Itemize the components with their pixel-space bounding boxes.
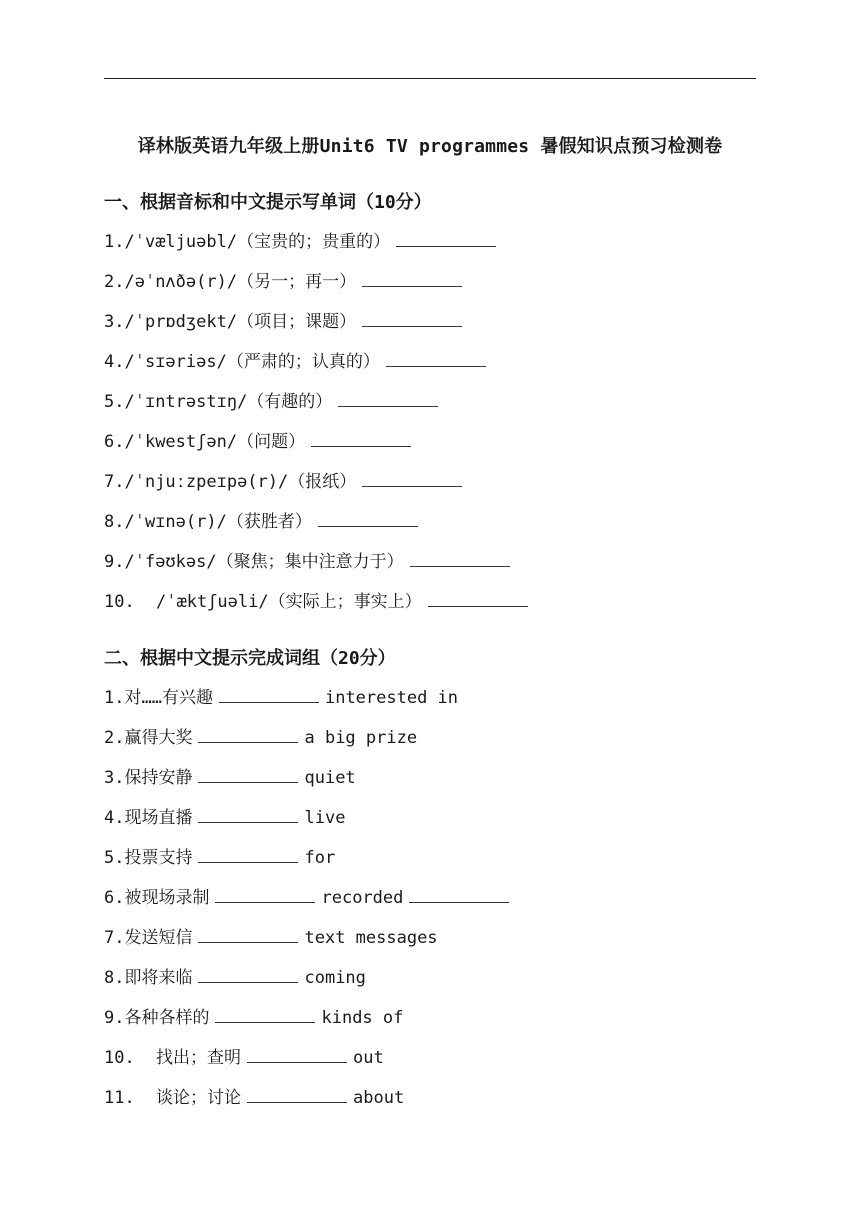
section2-item [104, 724, 417, 750]
answer-blank[interactable] [247, 1044, 347, 1063]
section2-item [104, 764, 356, 790]
item-english: coming [304, 968, 366, 988]
item-number: 3. [104, 312, 125, 332]
section2-item [104, 844, 335, 870]
item-prompt: /əˈnʌðə(r)/（另一；再一） [124, 272, 357, 292]
item-chinese: 谈论；讨论 [156, 1088, 241, 1108]
item-chinese: 赢得大奖 [124, 728, 193, 748]
item-number: 11. [104, 1088, 135, 1108]
item-number: 10. [104, 1048, 135, 1068]
item-chinese: 投票支持 [124, 848, 193, 868]
answer-blank[interactable] [198, 924, 298, 943]
section1-heading: 一、根据音标和中文提示写单词（10分） [104, 192, 432, 213]
item-number: 6. [104, 888, 125, 908]
answer-blank-second[interactable] [409, 884, 509, 903]
item-english: out [353, 1048, 384, 1068]
item-number: 5. [104, 392, 125, 412]
item-chinese: 对……有兴趣 [124, 688, 213, 708]
answer-blank[interactable] [198, 724, 298, 743]
item-number: 9. [104, 1008, 125, 1028]
item-chinese: 即将来临 [124, 968, 193, 988]
section2-item [104, 804, 345, 830]
answer-blank[interactable] [410, 548, 510, 567]
item-number: 9. [104, 552, 125, 572]
item-chinese: 各种各样的 [124, 1008, 210, 1028]
answer-blank[interactable] [198, 964, 298, 983]
answer-blank[interactable] [428, 588, 528, 607]
answer-blank[interactable] [198, 764, 298, 783]
item-number: 2. [104, 728, 125, 748]
item-number: 8. [104, 968, 125, 988]
section2-item [104, 1084, 404, 1110]
item-number: 7. [104, 928, 125, 948]
answer-blank[interactable] [311, 428, 411, 447]
section2-item [104, 924, 438, 950]
header-rule [104, 78, 756, 79]
section1-item [104, 508, 424, 534]
answer-blank[interactable] [386, 348, 486, 367]
item-number: 5. [104, 848, 125, 868]
section1-item [104, 228, 502, 254]
item-number: 7. [104, 472, 125, 492]
section2-item [104, 964, 366, 990]
item-prompt: /ˈnjuːzpeɪpə(r)/（报纸） [124, 472, 357, 492]
section2-heading: 二、根据中文提示完成词组（20分） [104, 648, 396, 669]
item-number: 4. [104, 808, 125, 828]
section1-item [104, 348, 492, 374]
item-chinese: 找出；查明 [156, 1048, 241, 1068]
section2-item [104, 884, 515, 910]
answer-blank[interactable] [318, 508, 418, 527]
answer-blank[interactable] [198, 804, 298, 823]
item-prompt: /ˈkwestʃən/（问题） [124, 432, 306, 452]
section2-item [104, 1004, 403, 1030]
item-english: kinds of [321, 1008, 404, 1028]
section2-item [104, 684, 458, 710]
section1-item [104, 268, 468, 294]
answer-blank[interactable] [219, 684, 319, 703]
section1-item [104, 468, 468, 494]
answer-blank[interactable] [215, 1004, 315, 1023]
answer-blank[interactable] [215, 884, 315, 903]
item-chinese: 现场直播 [124, 808, 193, 828]
answer-blank[interactable] [198, 844, 298, 863]
item-english: for [304, 848, 336, 868]
answer-blank[interactable] [362, 468, 462, 487]
item-prompt: /ˈprɒdʒekt/（项目；课题） [124, 312, 357, 332]
item-english: a big prize [304, 728, 418, 748]
section2-item [104, 1044, 384, 1070]
item-english: quiet [304, 768, 356, 788]
item-number: 1. [104, 688, 125, 708]
item-english: live [304, 808, 346, 828]
section1-item [104, 548, 516, 574]
item-number: 10. [104, 592, 135, 612]
section1-item [104, 308, 468, 334]
answer-blank[interactable] [338, 388, 438, 407]
item-prompt: /ˈɪntrəstɪŋ/（有趣的） [124, 392, 333, 412]
item-english: text messages [304, 928, 438, 948]
item-number: 8. [104, 512, 125, 532]
answer-blank[interactable] [247, 1084, 347, 1103]
item-number: 4. [104, 352, 125, 372]
item-number: 1. [104, 232, 125, 252]
answer-blank[interactable] [362, 268, 462, 287]
item-english: about [353, 1088, 405, 1108]
item-prompt: /ˈsɪəriəs/（严肃的；认真的） [124, 352, 380, 372]
item-number: 6. [104, 432, 125, 452]
section1-item [104, 428, 417, 454]
item-prompt: /ˈfəʊkəs/（聚焦；集中注意力于） [124, 552, 404, 572]
item-english: interested in [324, 688, 459, 708]
item-prompt: /ˈvæljuəbl/（宝贵的；贵重的） [124, 232, 391, 252]
item-prompt: /ˈæktʃuəli/（实际上；事实上） [156, 592, 422, 612]
section1-item [104, 588, 534, 614]
item-english: recorded [321, 888, 404, 908]
item-number: 3. [104, 768, 125, 788]
item-chinese: 发送短信 [124, 928, 193, 948]
section1-item [104, 388, 444, 414]
answer-blank[interactable] [362, 308, 462, 327]
document-title: 译林版英语九年级上册Unit6 TV programmes 暑假知识点预习检测卷 [137, 136, 723, 157]
item-chinese: 被现场录制 [124, 888, 210, 908]
item-prompt: /ˈwɪnə(r)/（获胜者） [124, 512, 312, 532]
answer-blank[interactable] [396, 228, 496, 247]
item-number: 2. [104, 272, 125, 292]
item-chinese: 保持安静 [124, 768, 193, 788]
